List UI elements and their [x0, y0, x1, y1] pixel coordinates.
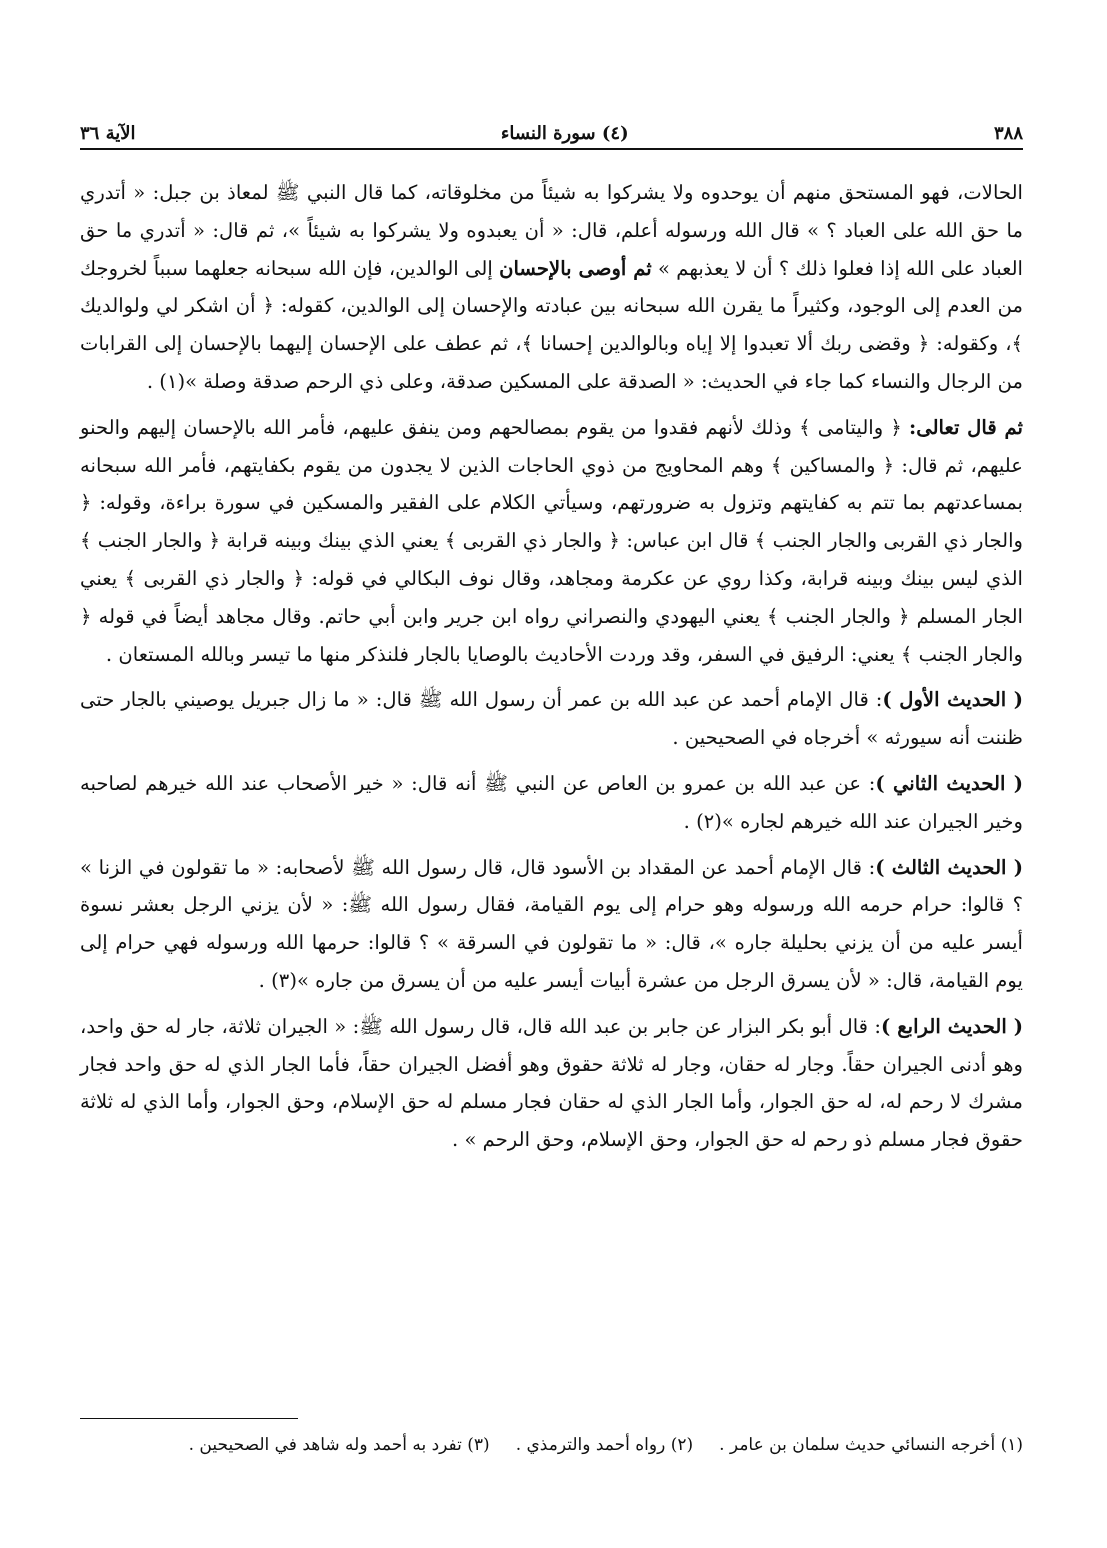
text-run: : قال الإمام أحمد عن عبد الله بن عمر أن رسول الله ﷺ قال: « ما زال جبريل يوصيني بالجار حتى ظننت أنه سيورثه » أخرجاه في الصحيحين .: [80, 688, 1023, 750]
page-header: [80, 116, 1023, 150]
text-run: إلى الوالدين، فإن الله سبحانه جعلهما سبباً لخروجك من العدم إلى الوجود، وكثيراً ما يقرن الله سبحانه بين عبادته والإحسان إلى الوالدين، كقوله: ﴿ أن اشكر لي ولوالديك ﴾، وكقوله: ﴿ وقضى ربك ألا تعبدوا إلا إياه وبالوالدين إحسانا ﴾، ثم عطف على الإحسان إليهما بالإحسان إلى القرابات من الرجال والنساء كما جاء في الحديث: « الصدقة على المسكين صدقة، وعلى ذي الرحم صدقة وصلة »(١) .: [80, 256, 1023, 393]
paragraph: [80, 409, 1023, 674]
footnote-rule: [80, 1418, 298, 1419]
page-body: [80, 174, 1023, 1159]
surah-title: (٤) سورة النساء: [500, 122, 629, 144]
footnote: (٢) رواه أحمد والترمذي .: [515, 1435, 694, 1455]
text-run: : قال أبو بكر البزار عن جابر بن عبد الله قال، قال رسول الله ﷺ: « الجيران ثلاثة، جار له حق واحد، وهو أدنى الجيران حقاً. وجار له حقان، وجار له ثلاثة حقوق وهو أفضل الجيران حقاً، فأما الجار الذي له حق واحد فجار مشرك لا رحم له، له حق الجوار، وأما الجار الذي له حقان فجار مسلم له حق الإسلام، وحق الجوار، وأما الذي له ثلاثة حقوق فجار مسلم ذو رحم له حق الجوار، وحق الإسلام، وحق الرحم » .: [80, 1014, 1024, 1152]
text-run: : عن عبد الله بن عمرو بن العاص عن النبي ﷺ أنه قال: « خير الأصحاب عند الله خيرهم لصاحبه وخير الجيران عند الله خيرهم لجاره »(٢) .: [80, 771, 1023, 833]
bold-run: ( الحديث الرابع ): [881, 1014, 1023, 1038]
paragraph: [80, 765, 1023, 841]
text-run: الحالات، فهو المستحق منهم أن يوحدوه ولا يشركوا به شيئاً من مخلوقاته، كما قال النبي ﷺ لمعاذ بن جبل: « أتدري ما حق الله على العباد ؟ » قال الله ورسوله أعلم، قال: « أن يعبدوه ولا يشركوا به شيئاً »، ثم قال: « أتدري ما حق العباد على الله إذا فعلوا ذلك ؟ أن لا يعذبهم »: [80, 181, 1024, 280]
bold-run: ثم قال تعالى:: [909, 415, 1023, 439]
text-run: ﴿ واليتامى ﴾ وذلك لأنهم فقدوا من يقوم بمصالحهم ومن ينفق عليهم، فأمر الله بالإحسان إليهم والحنو عليهم، ثم قال: ﴿ والمساكين ﴾ وهم المحاويج من ذوي الحاجات الذين لا يجدون من يقوم بكفايتهم، فأمر الله سبحانه بمساعدتهم بما تتم به كفايتهم وتزول به ضرورتهم، وسيأتي الكلام على الفقير والمسكين في سورة براءة، وقوله: ﴿ والجار ذي القربى والجار الجنب ﴾ قال ابن عباس: ﴿ والجار ذي القربى ﴾ يعني الذي بينك وبينه قرابة ﴿ والجار الجنب ﴾ الذي ليس بينك وبينه قرابة، وكذا روي عن عكرمة ومجاهد، وقال نوف البكالي في قوله: ﴿ والجار ذي القربى ﴾ يعني الجار المسلم ﴿ والجار الجنب ﴾ يعني اليهودي والنصراني رواه ابن جرير وابن أبي حاتم. وقال مجاهد أيضاً في قوله ﴿ والجار الجنب ﴾ يعني: الرفيق في السفر، وقد وردت الأحاديث بالوصايا بالجار فلنذكر منها ما تيسر وبالله المستعان .: [80, 415, 1023, 666]
bold-run: ( الحديث الثاني ): [875, 771, 1023, 795]
bold-run: ( الحديث الثالث ): [875, 855, 1023, 879]
header-rule: [80, 148, 1023, 150]
paragraph: [80, 174, 1023, 401]
page-number: ٣٨٨: [993, 122, 1023, 144]
text-run: : قال الإمام أحمد عن المقداد بن الأسود قال، قال رسول الله ﷺ لأصحابه: « ما تقولون في الزنا » ؟ قالوا: حرام حرمه الله ورسوله وهو حرام إلى يوم القيامة، فقال رسول الله ﷺ: « لأن يزني الرجل بعشر نسوة أيسر عليه من أن يزني بحليلة جاره »، قال: « ما تقولون في السرقة » ؟ قالوا: حرمها الله ورسوله فهي حرام إلى يوم القيامة، قال: « لأن يسرق الرجل من عشرة أبيات أيسر عليه من أن يسرق من جاره »(٣) .: [80, 855, 1023, 992]
footnote: (١) أخرجه النسائي حديث سلمان بن عامر .: [719, 1435, 1023, 1455]
bold-run: ثم أوصى بالإحسان: [499, 256, 652, 280]
verse-label: الآية ٣٦: [80, 122, 136, 144]
paragraph: [80, 1008, 1023, 1159]
footnotes: [80, 1430, 1023, 1460]
paragraph: [80, 849, 1023, 1000]
footnote: (٣) تفرد به أحمد وله شاهد في الصحيحين .: [188, 1435, 490, 1455]
paragraph: [80, 681, 1023, 757]
bold-run: ( الحديث الأول ): [882, 688, 1023, 712]
